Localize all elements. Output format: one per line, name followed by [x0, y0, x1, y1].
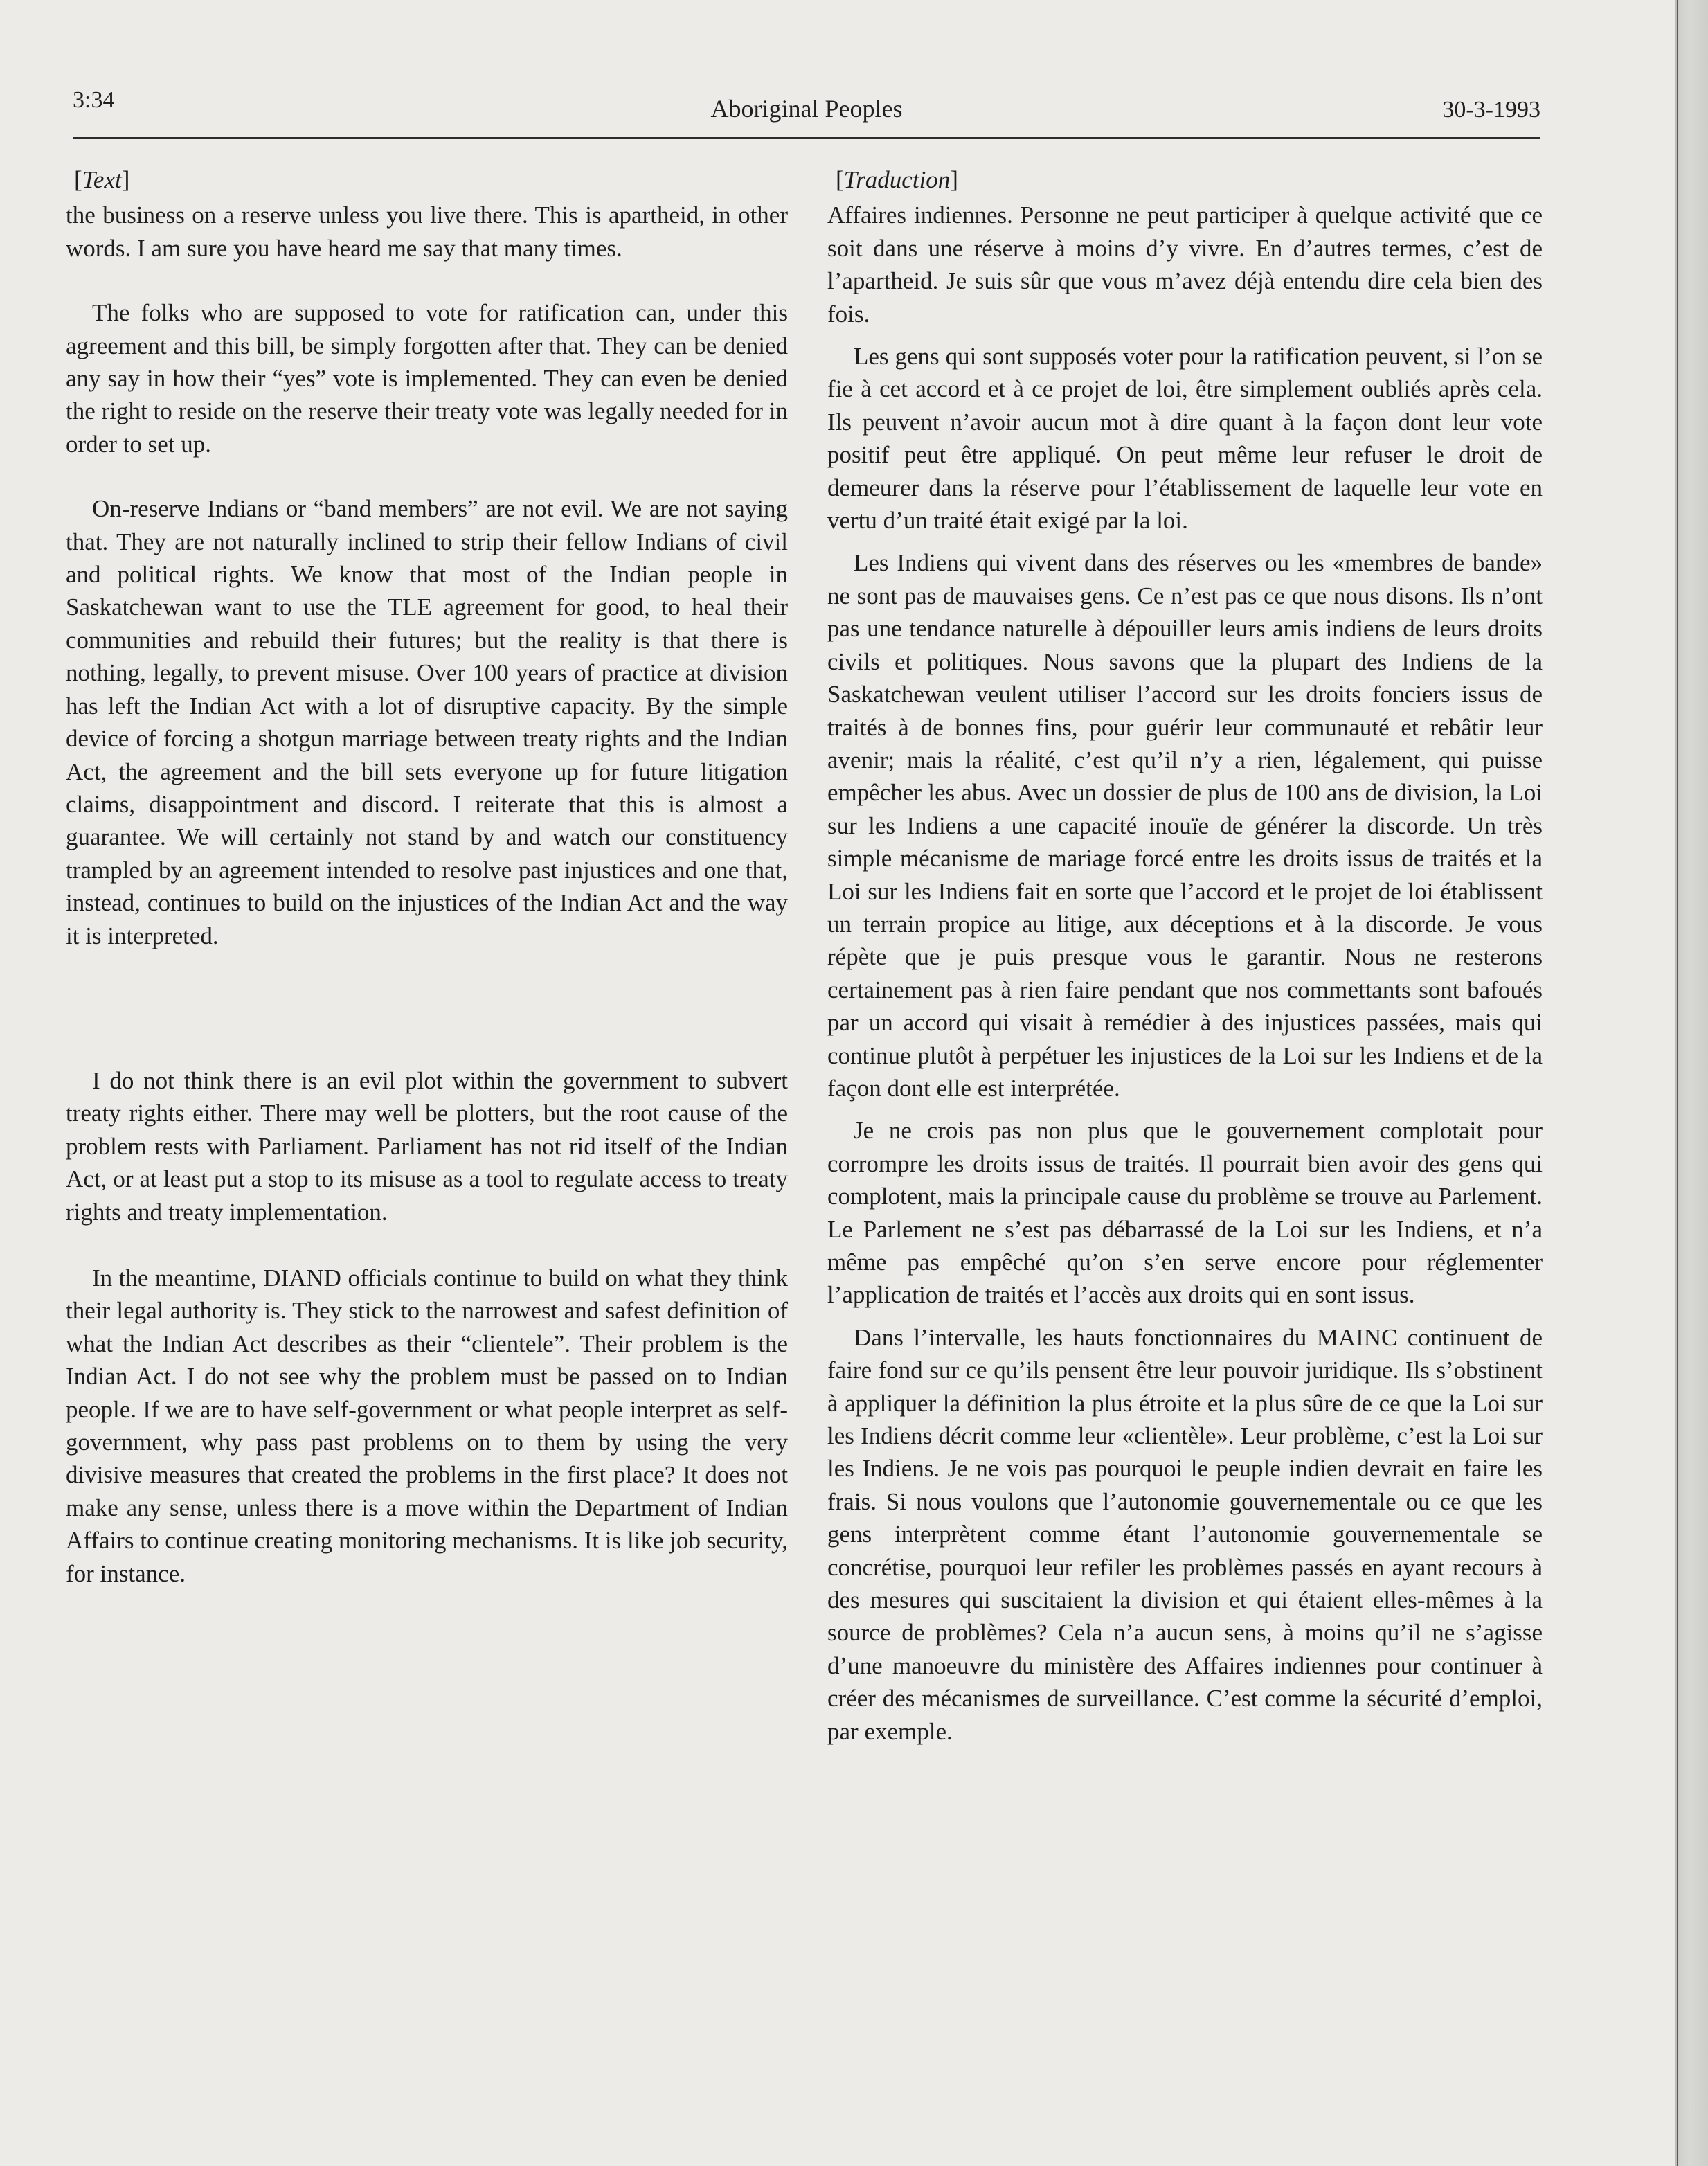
paragraph: the business on a reserve unless you live there. This is apartheid, in other words. I am sure you have heard me say that many times.: [66, 202, 788, 262]
paragraph: Dans l’intervalle, les hauts fonctionnaires du MAINC continuent de faire fond sur ce qu’ils pensent être leur pouvoir juridique. Ils s’obstinent à appliquer la définition la plus étroite et la plus sûre de ce que la Loi sur les Indiens décrit comme leur «clientèle». Leur problème, c’est la Loi sur les Indiens. Je ne vois pas pourquoi le peuple indien devrait en faire les frais. Si nous voulons que l’autonomie gouvernementale ou ce que les gens interprètent comme étant l’autonomie gouvernementale se concrétise, pourquoi leur refiler les problèmes passés en ayant recours à des mesures qui suscitaient la division et qui étaient elles-mêmes à la source de problèmes? Cela n’a aucun sens, à moins qu’il ne s’agisse d’une manoeuvre du ministère des Affaires indiennes pour continuer à créer des mécanismes de surveillance. C’est comme la sécurité d’emploi, par exemple.: [827, 1323, 1543, 1745]
french-translation-column: [827, 163, 1543, 1748]
english-text-column: [66, 163, 788, 1590]
paragraph: The folks who are supposed to vote for ratification can, under this agreement and this bill, be simply forgotten after that. They can be denied any say in how their “yes” vote is implemented. They can even be denied the right to reside on the reserve their treaty vote was legally needed for in order to set up.: [66, 299, 788, 458]
paragraph: Les Indiens qui vivent dans des réserves ou les «membres de bande» ne sont pas de mauvaises gens. Ce n’est pas ce que nous disons. Ils n’ont pas une tendance naturelle à dépouiller leurs amis indiens de leurs droits civils et politiques. Nous savons que la plupart des Indiens de la Saskatchewan veulent utiliser l’accord sur les droits fonciers issus de traités à de bonnes fins, pour guérir leur communauté et rebâtir leur avenir; mais la réalité, c’est qu’il n’y a rien, légalement, qui puisse empêcher les abus. Avec un dossier de plus de 100 ans de division, la Loi sur les Indiens a une capacité inouïe de générer la discorde. Un très simple mécanisme de mariage forcé entre les droits issus de traités et la Loi sur les Indiens fait en sorte que l’accord et le projet de loi établissent un terrain propice au litige, aux déceptions et à la discorde. Je vous répète que je puis presque vous le garantir. Nous ne resterons certainement pas à rien faire pendant que nos commettants sont bafoués par un accord qui visait à remédier à des injustices passées, mais qui continue plutôt à perpétuer les injustices de la Loi sur les Indiens et de la façon dont elle est interprétée.: [827, 549, 1543, 1102]
column-label: Traduction: [843, 166, 951, 193]
paragraph: In the meantime, DIAND officials continue to build on what they think their legal authority is. They stick to the narrowest and safest definition of what the Indian Act describes as their “clientele”. Their problem is the Indian Act. I do not see why the problem must be passed on to Indian people. If we are to have self-government or what people interpret as self-government, why pass past problems on to them by using the very divisive measures that created the problems in the first place? It does not make any sense, unless there is a move within the Department of Indian Affairs to continue creating monitoring mechanisms. It is like job security, for instance.: [66, 1264, 788, 1587]
header-date: 30-3-1993: [1442, 97, 1540, 123]
paragraph: Affaires indiennes. Personne ne peut participer à quelque activité que ce soit dans une réserve à moins d’y vivre. En d’autres termes, c’est de l’apartheid. Je suis sûr que vous m’avez déjà entendu dire cela bien des fois.: [827, 202, 1543, 328]
page-reference: 3:34: [73, 87, 115, 113]
paragraph: I do not think there is an evil plot within the government to subvert treaty rights either. There may well be plotters, but the root cause of the problem rests with Parliament. Parliament has not rid itself of the Indian Act, or at least put a stop to its misuse as a tool to regulate access to treaty rights and treaty implementation.: [66, 1066, 788, 1226]
paragraph: On-reserve Indians or “band members” are not evil. We are not saying that. They are not naturally inclined to strip their fellow Indians of civil and political rights. We know that most of the Indian people in Saskatchewan want to use the TLE agreement for good, to heal their communities and rebuild their futures; but the reality is that there is nothing, legally, to prevent misuse. Over 100 years of practice at division has left the Indian Act with a lot of disruptive capacity. By the simple device of forcing a shotgun marriage between treaty rights and the Indian Act, the agreement and the bill sets everyone up for future litigation claims, disappointment and discord. I reiterate that this is almost a guarantee. We will certainly not stand by and watch our constituency trampled by an agreement intended to resolve past injustices and one that, instead, continues to build on the injustices of the Indian Act and the way it is interpreted.: [66, 495, 788, 949]
column-label-text: [Text]: [74, 166, 130, 193]
paragraph: Les gens qui sont supposés voter pour la ratification peuvent, si l’on se fie à cet accord et à ce projet de loi, être simplement oubliés après cela. Ils peuvent n’avoir aucun mot à dire quant à la façon dont leur vote positif peut être appliqué. On peut même leur refuser le droit de demeurer dans la réserve pour l’établissement de laquelle leur vote en vertu d’un traité était exigé par la loi.: [827, 343, 1543, 535]
running-header: [73, 82, 1540, 139]
binding-edge: [1675, 0, 1708, 2166]
header-title: Aboriginal Peoples: [710, 95, 903, 123]
page-edge-line: [1677, 0, 1678, 2166]
paragraph: Je ne crois pas non plus que le gouvernement complotait pour corrompre les droits issus de traités. Il pourrait bien avoir des gens qui complotent, mais la principale cause du problème se trouve au Parlement. Le Parlement ne s’est pas débarrassé de la Loi sur les Indiens, et n’a même pas empêché qu’on s’en serve encore pour réglementer l’application de traités et l’accès aux droits qui en sont issus.: [827, 1117, 1543, 1309]
column-label-traduction: [Traduction]: [836, 166, 958, 193]
column-label: Text: [82, 166, 122, 193]
